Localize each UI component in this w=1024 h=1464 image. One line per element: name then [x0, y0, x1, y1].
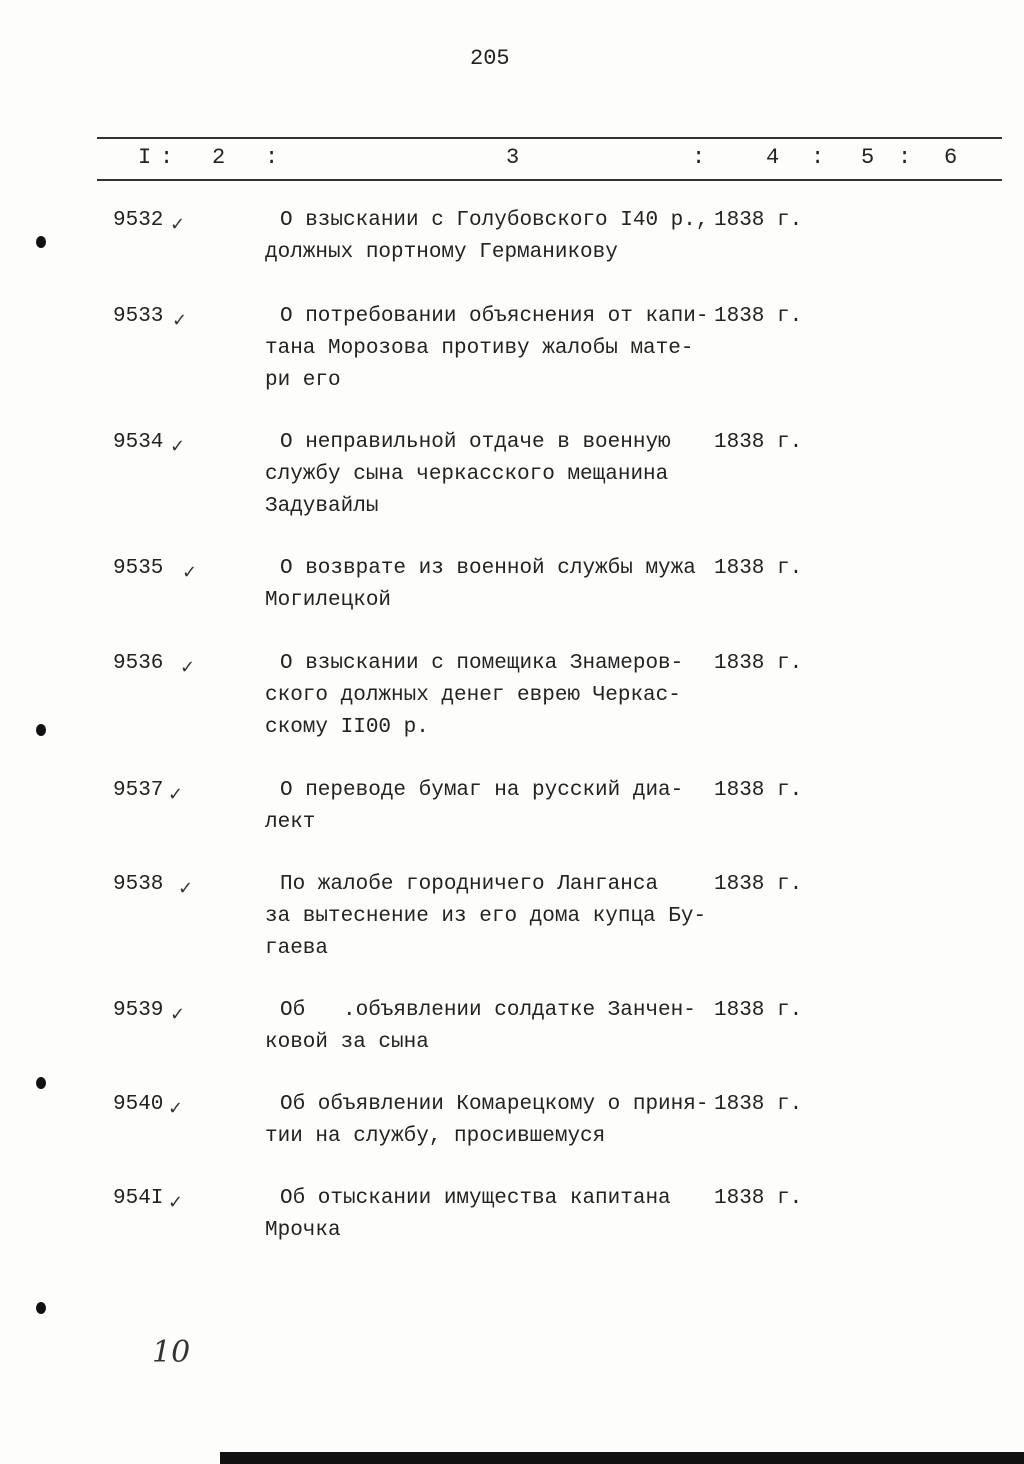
column-separator: : — [692, 145, 706, 170]
description-line: Об .объявлении солдатке Занчен- — [280, 999, 696, 1022]
description-line: ри его — [265, 369, 341, 392]
punch-hole — [36, 724, 46, 736]
entry-description — [265, 648, 683, 744]
checkmark-icon: ✓ — [180, 657, 196, 678]
description-line: О взыскании с помещика Знамеров- — [280, 652, 684, 675]
description-line: должных портному Германикову — [265, 241, 618, 264]
entry-description — [265, 1183, 671, 1247]
entry-number: 9535 — [113, 557, 164, 580]
entry-year: 1838 г. — [714, 652, 803, 675]
description-line: О потребовании объяснения от капи- — [280, 305, 709, 328]
entry-description — [265, 205, 708, 269]
checkmark-icon: ✓ — [168, 784, 184, 805]
checkmark-icon: ✓ — [178, 878, 194, 899]
description-line: тии на службу, просившемуся — [265, 1125, 606, 1148]
page-number: 205 — [470, 46, 510, 71]
entry-description — [265, 427, 671, 523]
column-5-header: 5 — [861, 145, 875, 170]
description-line: Задувайлы — [265, 495, 379, 518]
entry-number: 9538 — [113, 873, 164, 896]
checkmark-icon: ✓ — [168, 1192, 184, 1213]
description-line: О взыскании с Голубовского I40 р., — [280, 209, 709, 232]
description-line: службу сына черкасского мещанина — [265, 463, 669, 486]
entry-number: 9537 — [113, 779, 164, 802]
entry-number: 9539 — [113, 999, 164, 1022]
entry-description — [265, 301, 708, 397]
entry-description — [265, 775, 683, 839]
checkmark-icon: ✓ — [170, 1004, 186, 1025]
checkmark-icon: ✓ — [170, 436, 186, 457]
description-line: гаева — [265, 937, 329, 960]
checkmark-icon: ✓ — [182, 562, 198, 583]
description-line: ского должных денег еврею Черкас- — [265, 684, 681, 707]
entry-year: 1838 г. — [714, 1187, 803, 1210]
column-4-header: 4 — [766, 145, 780, 170]
checkmark-icon: ✓ — [168, 1098, 184, 1119]
entry-number: 954I — [113, 1187, 164, 1210]
description-line: Об объявлении Комарецкому о приня- — [280, 1093, 709, 1116]
header-bottom-rule — [97, 179, 1002, 181]
entry-year: 1838 г. — [714, 1093, 803, 1116]
entry-year: 1838 г. — [714, 779, 803, 802]
entry-description — [265, 553, 696, 617]
entry-description — [265, 1089, 708, 1153]
entry-number: 9540 — [113, 1093, 164, 1116]
header-top-rule — [97, 137, 1002, 139]
entry-year: 1838 г. — [714, 431, 803, 454]
entry-year: 1838 г. — [714, 557, 803, 580]
entry-description — [265, 995, 696, 1059]
column-separator: : — [898, 145, 912, 170]
punch-hole — [36, 1302, 46, 1314]
description-line: Об отыскании имущества капитана — [280, 1187, 671, 1210]
description-line: О возврате из военной службы мужа — [280, 557, 696, 580]
handwritten-note: 10 — [152, 1335, 191, 1370]
entry-number: 9533 — [113, 305, 164, 328]
entry-year: 1838 г. — [714, 305, 803, 328]
column-3-header: 3 — [506, 145, 520, 170]
description-line: О неправильной отдаче в военную — [280, 431, 671, 454]
entry-number: 9532 — [113, 209, 164, 232]
description-line: скому II00 р. — [265, 716, 429, 739]
description-line: По жалобе городничего Ланганса — [280, 873, 659, 896]
entry-number: 9536 — [113, 652, 164, 675]
column-separator: : — [811, 145, 825, 170]
description-line: О переводе бумаг на русский диа- — [280, 779, 684, 802]
column-1-header: I — [138, 145, 152, 170]
entry-year: 1838 г. — [714, 209, 803, 232]
checkmark-icon: ✓ — [170, 214, 186, 235]
entry-description — [265, 869, 706, 965]
description-line: лект — [265, 811, 316, 834]
column-2-header: 2 — [212, 145, 226, 170]
description-line: Могилецкой — [265, 589, 392, 612]
entry-number: 9534 — [113, 431, 164, 454]
column-separator: : — [160, 145, 174, 170]
punch-hole — [36, 1077, 46, 1089]
entry-year: 1838 г. — [714, 999, 803, 1022]
punch-hole — [36, 236, 46, 248]
checkmark-icon: ✓ — [172, 310, 188, 331]
column-6-header: 6 — [944, 145, 958, 170]
description-line: за вытеснение из его дома купца Бу- — [265, 905, 707, 928]
entry-year: 1838 г. — [714, 873, 803, 896]
column-separator: : — [265, 145, 279, 170]
description-line: ковой за сына — [265, 1031, 429, 1054]
description-line: Мрочка — [265, 1219, 341, 1242]
bottom-scan-edge — [220, 1452, 1024, 1464]
description-line: тана Морозова противу жалобы мате- — [265, 337, 694, 360]
